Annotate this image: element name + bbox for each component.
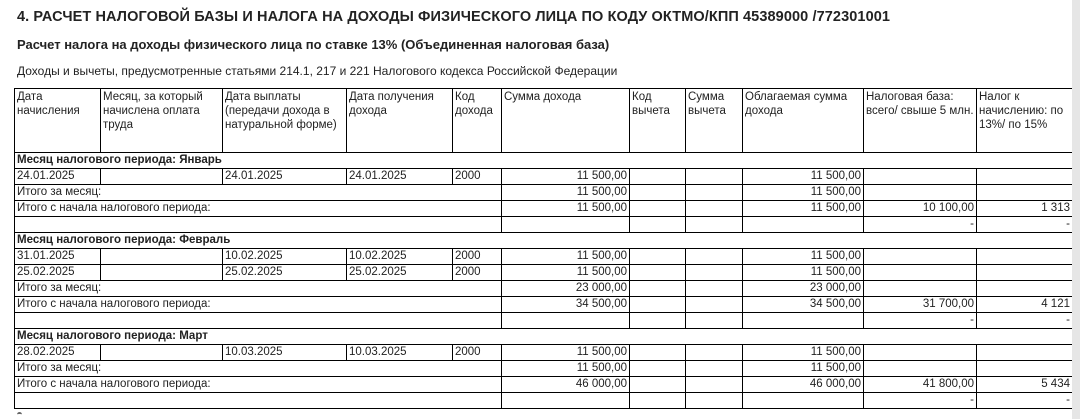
ytd-total-row (15, 201, 1073, 217)
deduction-code-cell (630, 249, 686, 265)
blank-cell (630, 217, 686, 233)
taxable-sum-cell: 11 500,00 (743, 265, 864, 281)
income-sum-cell: 11 500,00 (502, 169, 630, 185)
deduction-code-cell (630, 265, 686, 281)
tax-base-cell (864, 265, 977, 281)
col-payment-date: Дата выплаты (передачи дохода в натуральной форме) (223, 89, 347, 153)
ytd-tax-base: 10 100,00 (864, 201, 977, 217)
col-tax-base: Налоговая база: всего/ свыше 5 млн. (864, 89, 977, 153)
ytd-total-label: Итого с начала налогового периода: (15, 297, 502, 313)
ytd-income-total: 11 500,00 (502, 201, 630, 217)
section-subtitle: Расчет налога на доходы физического лица по ставке 13% (Объединенная налоговая база) (17, 37, 610, 52)
deduction-sum-cell (686, 377, 743, 393)
blank-cell (630, 393, 686, 409)
scrollbar-track[interactable] (1072, 0, 1080, 419)
col-deduction-code: Код вычета (630, 89, 686, 153)
receipt-date-cell: 25.02.2025 (347, 265, 453, 281)
tax-base-cell (864, 185, 977, 201)
month-taxable-total: 23 000,00 (743, 281, 864, 297)
deduction-code-cell (630, 345, 686, 361)
deduction-code-cell (630, 297, 686, 313)
ytd-income-total: 46 000,00 (502, 377, 630, 393)
tax-calculation-table (14, 88, 1073, 409)
deduction-sum-cell (686, 281, 743, 297)
deduction-code-cell (630, 169, 686, 185)
taxable-sum-cell: 11 500,00 (743, 345, 864, 361)
ytd-dash-row (15, 217, 1073, 233)
month-income-total: 11 500,00 (502, 361, 630, 377)
payment-date-cell: 10.02.2025 (223, 249, 347, 265)
ytd-tax-13: 1 313 (977, 201, 1073, 217)
col-income-code: Код дохода (453, 89, 502, 153)
section-note: Доходы и вычеты, предусмотренные статьями 214.1, 217 и 221 Налогового кодекса Российской Федерации (17, 64, 618, 78)
deduction-sum-cell (686, 169, 743, 185)
month-header-row (15, 153, 1073, 169)
income-code-cell: 2000 (453, 249, 502, 265)
ytd-tax-13: 4 121 (977, 297, 1073, 313)
blank-cell (743, 313, 864, 329)
month-total-row (15, 185, 1073, 201)
ytd-total-row (15, 297, 1073, 313)
ytd-dash-row (15, 393, 1073, 409)
month-income-total: 23 000,00 (502, 281, 630, 297)
tax-accrued-cell (977, 281, 1073, 297)
tax-base-cell (864, 249, 977, 265)
month-total-label: Итого за месяц: (15, 185, 502, 201)
blank-cell (502, 393, 630, 409)
col-income-sum: Сумма дохода (502, 89, 630, 153)
income-sum-cell: 11 500,00 (502, 265, 630, 281)
ytd-dash-row (15, 313, 1073, 329)
ytd-taxable-total: 46 000,00 (743, 377, 864, 393)
deduction-code-cell (630, 377, 686, 393)
blank-cell (686, 313, 743, 329)
blank-cell (743, 393, 864, 409)
tax-15-value: - (977, 217, 1073, 233)
accrual-date-cell: 24.01.2025 (15, 169, 101, 185)
accrual-date-cell: 28.02.2025 (15, 345, 101, 361)
deduction-sum-cell (686, 201, 743, 217)
tax-accrued-cell (977, 249, 1073, 265)
table-body (15, 89, 1073, 409)
income-code-cell: 2000 (453, 265, 502, 281)
month-header-row (15, 329, 1073, 345)
table-row (15, 169, 1073, 185)
payment-date-cell: 25.02.2025 (223, 265, 347, 281)
month-title: Месяц налогового периода: Январь (15, 153, 1073, 169)
col-tax-accrued: Налог к начислению: по 13%/ по 15% (977, 89, 1073, 153)
blank-cell (502, 217, 630, 233)
month-accrued-cell (101, 249, 223, 265)
payment-date-cell: 10.03.2025 (223, 345, 347, 361)
deduction-code-cell (630, 185, 686, 201)
blank-cell (630, 313, 686, 329)
accrual-date-cell: 25.02.2025 (15, 265, 101, 281)
income-sum-cell: 11 500,00 (502, 249, 630, 265)
tax-base-over-5m: - (864, 217, 977, 233)
blank-cell (502, 313, 630, 329)
income-sum-cell: 11 500,00 (502, 345, 630, 361)
month-income-total: 11 500,00 (502, 185, 630, 201)
ytd-tax-13: 5 434 (977, 377, 1073, 393)
ytd-total-label: Итого с начала налогового периода: (15, 201, 502, 217)
deduction-code-cell (630, 201, 686, 217)
deduction-sum-cell (686, 345, 743, 361)
tax-base-over-5m: - (864, 313, 977, 329)
blank-cell (743, 217, 864, 233)
month-title: Месяц налогового периода: Март (15, 329, 1073, 345)
table-row (15, 265, 1073, 281)
ytd-tax-base: 31 700,00 (864, 297, 977, 313)
table-row (15, 345, 1073, 361)
month-accrued-cell (101, 169, 223, 185)
month-header-row (15, 233, 1073, 249)
tax-accrued-cell (977, 185, 1073, 201)
month-total-label: Итого за месяц: (15, 361, 502, 377)
tax-accrued-cell (977, 265, 1073, 281)
month-total-row (15, 281, 1073, 297)
tax-accrued-cell (977, 169, 1073, 185)
month-taxable-total: 11 500,00 (743, 361, 864, 377)
month-total-label: Итого за месяц: (15, 281, 502, 297)
section-title: 4. РАСЧЕТ НАЛОГОВОЙ БАЗЫ И НАЛОГА НА ДОХОДЫ ФИЗИЧЕСКОГО ЛИЦА ПО КОДУ ОКТМО/КПП 45389000 /772301001 (17, 9, 891, 25)
blank-cell (686, 217, 743, 233)
ytd-income-total: 34 500,00 (502, 297, 630, 313)
tax-accrued-cell (977, 361, 1073, 377)
tax-base-over-5m: - (864, 393, 977, 409)
taxable-sum-cell: 11 500,00 (743, 249, 864, 265)
accrual-date-cell: 31.01.2025 (15, 249, 101, 265)
col-receipt-date: Дата получения дохода (347, 89, 453, 153)
deduction-sum-cell (686, 265, 743, 281)
tax-accrued-cell (977, 345, 1073, 361)
tax-base-cell (864, 345, 977, 361)
deduction-code-cell (630, 361, 686, 377)
blank-cell (686, 393, 743, 409)
receipt-date-cell: 24.01.2025 (347, 169, 453, 185)
month-accrued-cell (101, 345, 223, 361)
blank-cell (15, 313, 502, 329)
table-row (15, 249, 1073, 265)
deduction-sum-cell (686, 185, 743, 201)
ytd-taxable-total: 34 500,00 (743, 297, 864, 313)
ytd-taxable-total: 11 500,00 (743, 201, 864, 217)
ytd-total-label: Итого с начала налогового периода: (15, 377, 502, 393)
receipt-date-cell: 10.02.2025 (347, 249, 453, 265)
month-accrued-cell (101, 265, 223, 281)
income-code-cell: 2000 (453, 169, 502, 185)
income-code-cell: 2000 (453, 345, 502, 361)
month-taxable-total: 11 500,00 (743, 185, 864, 201)
tax-base-cell (864, 281, 977, 297)
col-taxable-sum: Облагаемая сумма дохода (743, 89, 864, 153)
table-header-row (15, 89, 1073, 153)
ytd-total-row (15, 377, 1073, 393)
deduction-sum-cell (686, 361, 743, 377)
tax-15-value: - (977, 313, 1073, 329)
blank-cell (15, 217, 502, 233)
taxable-sum-cell: 11 500,00 (743, 169, 864, 185)
col-deduction-sum: Сумма вычета (686, 89, 743, 153)
payment-date-cell: 24.01.2025 (223, 169, 347, 185)
tax-base-cell (864, 169, 977, 185)
month-title: Месяц налогового периода: Февраль (15, 233, 1073, 249)
tax-15-value: - (977, 393, 1073, 409)
tax-base-cell (864, 361, 977, 377)
col-accrual-date: Дата начисления (15, 89, 101, 153)
receipt-date-cell: 10.03.2025 (347, 345, 453, 361)
ytd-tax-base: 41 800,00 (864, 377, 977, 393)
col-month-accrued: Месяц, за который начислена оплата труда (101, 89, 223, 153)
deduction-sum-cell (686, 249, 743, 265)
blank-cell (15, 393, 502, 409)
deduction-code-cell (630, 281, 686, 297)
month-total-row (15, 361, 1073, 377)
deduction-sum-cell (686, 297, 743, 313)
